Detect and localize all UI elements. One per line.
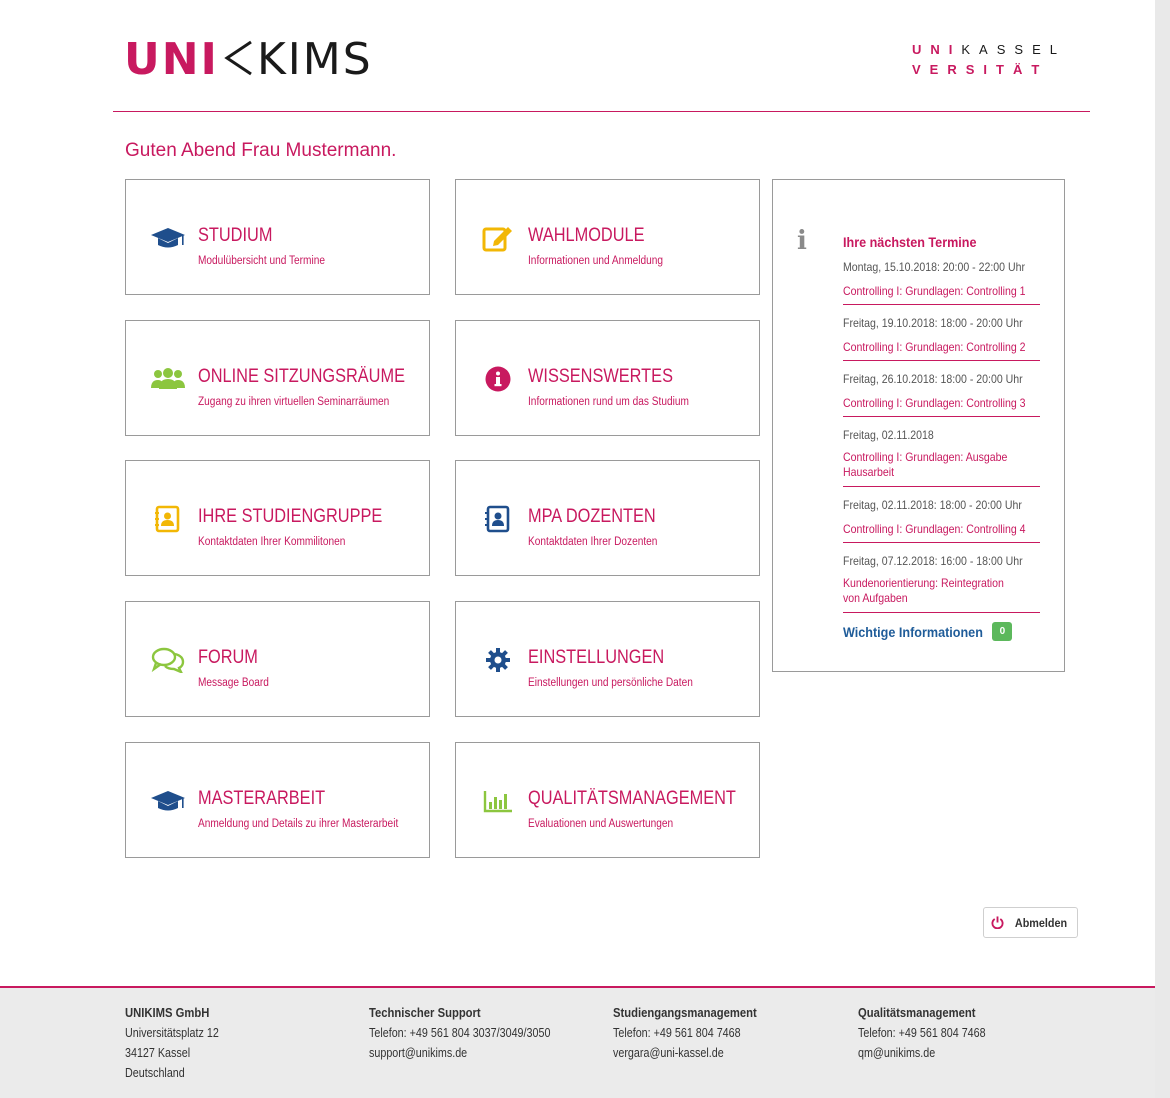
logo-part-kims: KIMS (256, 34, 373, 85)
info-circle-icon (480, 365, 516, 393)
important-info-link[interactable] (843, 622, 1012, 641)
tile-title: MASTERARBEIT (198, 788, 326, 809)
appointment-course[interactable]: Controlling I: Grundlagen: Ausgabe Hausarbeit (843, 450, 1008, 479)
logo-part-uni: UNI (124, 34, 219, 85)
footer-col-tech-support (369, 1005, 580, 1061)
logout-button[interactable] (983, 907, 1078, 938)
gear-icon (480, 646, 516, 674)
footer-email-link[interactable]: qm@unikims.de (858, 1046, 936, 1060)
tile-einstellungen[interactable] (455, 601, 760, 717)
footer-line: Telefon: +49 561 804 3037/3049/3050 (369, 1026, 551, 1040)
tile-subtitle: Evaluationen und Auswertungen (528, 818, 674, 830)
footer-line: Deutschland (125, 1066, 185, 1080)
tile-wissenswertes[interactable] (455, 320, 760, 436)
tile-subtitle: Anmeldung und Details zu ihrer Masterarbeit (198, 818, 399, 830)
tile-title: MPA DOZENTEN (528, 506, 656, 527)
uk-logo-uni: UNI (912, 42, 962, 57)
appointment-course[interactable]: Controlling I: Grundlagen: Controlling 1 (843, 284, 1026, 298)
appointment-item[interactable] (843, 316, 1040, 361)
tile-mpa-dozenten[interactable] (455, 460, 760, 576)
graduation-cap-icon (150, 787, 186, 815)
important-info-label: Wichtige Informationen (843, 623, 983, 640)
contact-card-icon (480, 505, 516, 533)
tile-title: FORUM (198, 647, 258, 668)
footer-line: Universitätsplatz 12 (125, 1026, 219, 1040)
appointment-date: Freitag, 02.11.2018: 18:00 - 20:00 Uhr (843, 498, 1022, 512)
appointment-date: Freitag, 19.10.2018: 18:00 - 20:00 Uhr (843, 316, 1023, 330)
graduation-cap-icon (150, 224, 186, 252)
uk-logo-versitaet: VERSITÄT (912, 62, 1049, 77)
chat-bubbles-icon (150, 646, 186, 674)
tile-forum[interactable] (125, 601, 430, 717)
tile-subtitle: Informationen rund um das Studium (528, 396, 689, 408)
appointment-course[interactable]: Kundenorientierung: Reintegration von Aufgaben (843, 576, 1004, 605)
appointment-course[interactable]: Controlling I: Grundlagen: Controlling 2 (843, 340, 1026, 354)
tile-title: ONLINE SITZUNGSRÄUME (198, 366, 406, 387)
logo-chevron (219, 38, 257, 78)
footer-email-link[interactable]: support@unikims.de (369, 1046, 468, 1060)
tile-qualitaetsmanagement[interactable] (455, 742, 760, 858)
edit-icon (480, 224, 516, 252)
appointment-date: Montag, 15.10.2018: 20:00 - 22:00 Uhr (843, 260, 1025, 274)
footer-col-studiengangsmanagement (613, 1005, 773, 1061)
footer-heading: UNIKIMS GmbH (125, 1006, 210, 1020)
uk-logo-kassel: KASSEL (961, 42, 1066, 57)
bar-chart-icon (480, 787, 516, 815)
tile-subtitle: Modulübersicht und Termine (198, 255, 325, 267)
footer (0, 986, 1155, 1098)
footer-col-company (125, 1005, 234, 1081)
power-icon (991, 916, 1004, 929)
address-book-icon (150, 505, 186, 533)
appointment-date: Freitag, 26.10.2018: 18:00 - 20:00 Uhr (843, 372, 1023, 386)
appointment-course[interactable]: Controlling I: Grundlagen: Controlling 3 (843, 396, 1026, 410)
appointment-item[interactable] (843, 554, 1040, 613)
tile-title: EINSTELLUNGEN (528, 647, 665, 668)
appointments-panel (772, 179, 1065, 672)
tile-title: QUALITÄTSMANAGEMENT (528, 788, 736, 809)
appointments-title: Ihre nächsten Termine (843, 234, 977, 250)
tile-online-sitzungsraeume[interactable] (125, 320, 430, 436)
tile-ihre-studiengruppe[interactable] (125, 460, 430, 576)
tile-subtitle: Kontaktdaten Ihrer Dozenten (528, 536, 658, 548)
appointment-item[interactable] (843, 260, 1040, 305)
appointment-course[interactable]: Controlling I: Grundlagen: Controlling 4 (843, 522, 1026, 536)
tile-title: STUDIUM (198, 225, 273, 246)
unikims-logo[interactable] (124, 34, 373, 85)
appointment-item[interactable] (843, 428, 1040, 487)
footer-line: Telefon: +49 561 804 7468 (858, 1026, 986, 1040)
tile-subtitle: Zugang zu ihren virtuellen Seminarräumen (198, 396, 390, 408)
footer-line: 34127 Kassel (125, 1046, 191, 1060)
appointment-date: Freitag, 02.11.2018 (843, 428, 934, 442)
tile-wahlmodule[interactable] (455, 179, 760, 295)
appointment-item[interactable] (843, 372, 1040, 417)
users-icon (150, 365, 186, 393)
tile-subtitle: Message Board (198, 677, 269, 689)
footer-heading: Studiengangsmanagement (613, 1006, 757, 1020)
tile-title: WAHLMODULE (528, 225, 645, 246)
tile-masterarbeit[interactable] (125, 742, 430, 858)
footer-line: Telefon: +49 561 804 7468 (613, 1026, 741, 1040)
greeting-text: Guten Abend Frau Mustermann. (125, 140, 397, 161)
tile-subtitle: Informationen und Anmeldung (528, 255, 664, 267)
uni-kassel-logo[interactable] (912, 40, 1066, 80)
footer-col-qualitaetsmanagement (858, 1005, 1006, 1061)
footer-email-link[interactable]: vergara@uni-kassel.de (613, 1046, 724, 1060)
tile-subtitle: Einstellungen und persönliche Daten (528, 677, 693, 689)
header-divider (113, 111, 1090, 112)
footer-heading: Qualitätsmanagement (858, 1006, 976, 1020)
appointment-item[interactable] (843, 498, 1040, 543)
important-info-count-badge: 0 (992, 622, 1012, 641)
info-icon: i (797, 226, 807, 256)
logout-label: Abmelden (1014, 915, 1068, 930)
footer-heading: Technischer Support (369, 1006, 481, 1020)
tile-subtitle: Kontaktdaten Ihrer Kommilitonen (198, 536, 346, 548)
appointment-date: Freitag, 07.12.2018: 16:00 - 18:00 Uhr (843, 554, 1023, 568)
tile-title: WISSENSWERTES (528, 366, 673, 387)
tile-title: IHRE STUDIENGRUPPE (198, 506, 383, 527)
tile-studium[interactable] (125, 179, 430, 295)
